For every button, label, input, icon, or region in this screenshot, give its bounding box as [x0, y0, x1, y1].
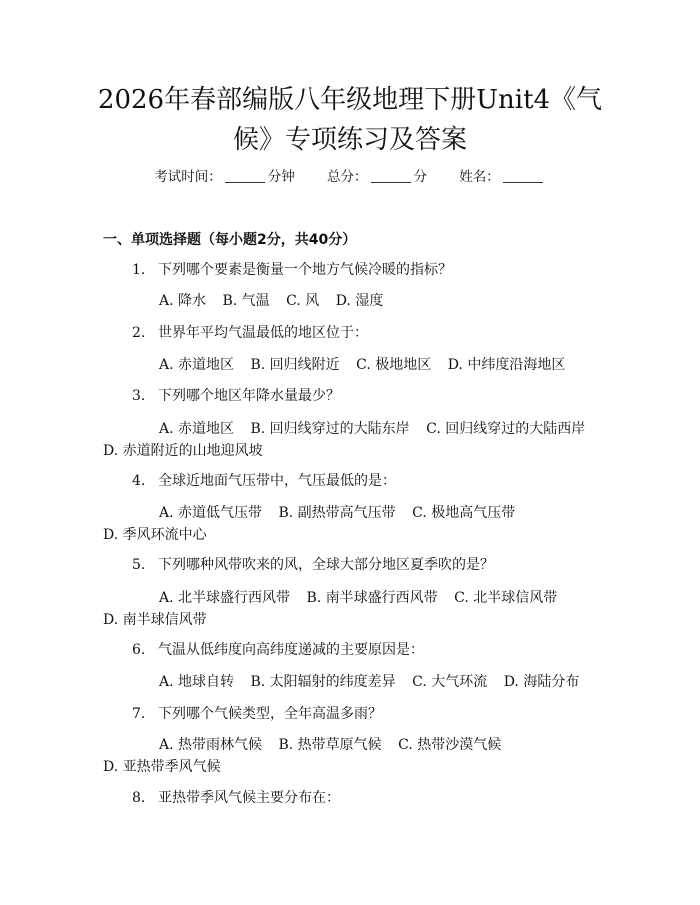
question-4 — [132, 470, 396, 492]
question-3-options — [103, 418, 603, 462]
question-6-options — [103, 671, 603, 693]
option-c: C. 大气环流 — [412, 674, 488, 690]
question-8 — [132, 787, 340, 809]
time-label: 考试时间： — [154, 169, 222, 185]
question-number: 8. — [132, 790, 146, 806]
question-text: 世界年平均气温最低的地区位于： — [158, 325, 368, 341]
option-a: A. 赤道低气压带 — [159, 505, 263, 521]
option-c: C. 极地高气压带 — [412, 505, 516, 521]
question-number: 6. — [132, 642, 146, 658]
option-d: D. 中纬度沿海地区 — [447, 357, 566, 373]
question-1 — [132, 259, 452, 281]
question-4-options — [103, 502, 603, 546]
option-c: C. 热带沙漠气候 — [398, 737, 502, 753]
option-d: D. 赤道附近的山地迎风坡 — [103, 443, 263, 459]
section-heading: 一、单项选择题（每小题2分，共40分） — [103, 232, 357, 248]
name-label: 姓名： — [459, 169, 500, 185]
option-d: D. 季风环流中心 — [103, 527, 207, 543]
time-field — [154, 166, 295, 188]
question-number: 3. — [132, 388, 146, 404]
time-unit: 分钟 — [267, 169, 295, 185]
name-field — [459, 166, 546, 188]
option-c: C. 北半球信风带 — [454, 590, 558, 606]
question-number: 5. — [132, 557, 146, 573]
question-text: 亚热带季风气候主要分布在： — [158, 790, 340, 806]
option-b: B. 气温 — [222, 293, 270, 309]
score-field — [327, 166, 427, 188]
option-a: A. 赤道地区 — [159, 421, 235, 437]
option-b: B. 副热带高气压带 — [278, 505, 396, 521]
question-text: 气温从低纬度向高纬度递减的主要原因是： — [158, 642, 424, 658]
option-a: A. 地球自转 — [159, 674, 235, 690]
option-a: A. 热带雨林气候 — [159, 737, 263, 753]
question-number: 1. — [132, 262, 146, 278]
question-text: 下列哪个要素是衡量一个地方气候冷暖的指标？ — [158, 262, 452, 278]
option-d: D. 海陆分布 — [503, 674, 580, 690]
option-a: A. 赤道地区 — [159, 357, 235, 373]
question-number: 4. — [132, 473, 146, 489]
question-text: 下列哪种风带吹来的风，全球大部分地区夏季吹的是？ — [158, 557, 494, 573]
score-label: 总分： — [327, 169, 368, 185]
question-2-options — [103, 354, 603, 376]
question-text: 下列哪个地区年降水量最少？ — [158, 388, 340, 404]
question-number: 2. — [132, 325, 146, 341]
option-b: B. 南半球盛行西风带 — [306, 590, 438, 606]
time-blank — [225, 168, 265, 183]
option-c: C. 风 — [286, 293, 320, 309]
question-7 — [132, 703, 382, 725]
name-blank — [503, 168, 543, 183]
question-5 — [132, 554, 494, 576]
question-3 — [132, 385, 340, 407]
option-b: B. 太阳辐射的纬度差异 — [250, 674, 396, 690]
option-c: C. 回归线穿过的大陆西岸 — [426, 421, 586, 437]
option-b: B. 回归线穿过的大陆东岸 — [250, 421, 410, 437]
document-title — [60, 80, 640, 160]
title-line-2: 候》专项练习及答案 — [232, 125, 467, 155]
score-unit: 分 — [413, 169, 427, 185]
score-blank — [371, 168, 411, 183]
question-7-options — [103, 734, 603, 778]
question-text: 下列哪个气候类型，全年高温多雨？ — [158, 706, 382, 722]
exam-meta — [0, 166, 700, 188]
option-b: B. 热带草原气候 — [278, 737, 382, 753]
question-5-options — [103, 587, 603, 631]
option-c: C. 极地地区 — [356, 357, 432, 373]
question-1-options — [103, 290, 603, 312]
question-number: 7. — [132, 706, 146, 722]
option-d: D. 湿度 — [335, 293, 384, 309]
option-a: A. 北半球盛行西风带 — [159, 590, 291, 606]
option-d: D. 南半球信风带 — [103, 612, 207, 628]
question-6 — [132, 639, 424, 661]
question-2 — [132, 322, 368, 344]
title-line-1: 2026年春部编版八年级地理下册Unit4《气 — [97, 85, 603, 115]
question-text: 全球近地面气压带中，气压最低的是： — [158, 473, 396, 489]
option-a: A. 降水 — [159, 293, 207, 309]
option-b: B. 回归线附近 — [250, 357, 340, 373]
option-d: D. 亚热带季风气候 — [103, 759, 221, 775]
